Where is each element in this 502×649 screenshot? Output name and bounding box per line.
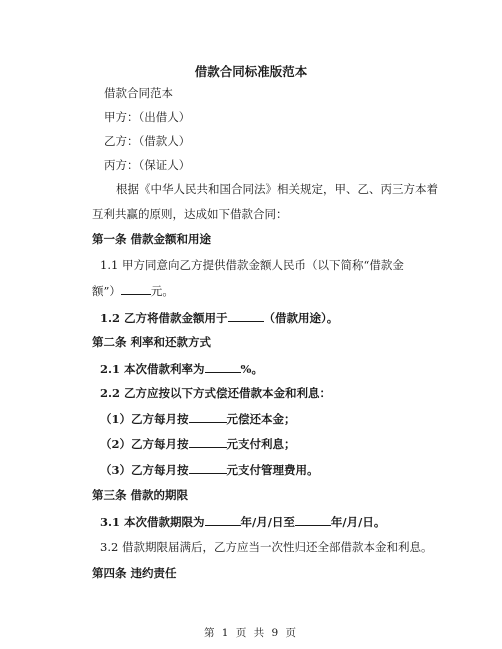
clause-1-2 — [100, 310, 442, 325]
option-1-prefix: （1）乙方每月按 — [100, 412, 189, 426]
option-3 — [100, 462, 442, 477]
option-1-suffix: 元偿还本金； — [226, 412, 296, 426]
clause-1-2-prefix: 1.2 乙方将借款金额用于 — [100, 311, 228, 325]
amount-blank — [121, 283, 151, 295]
clause-3-2: 3.2 借款期限届满后，乙方应当一次性归还全部借款本金和利息。 — [100, 540, 433, 554]
preamble-line-1: 根据《中华人民共和国合同法》相关规定，甲、乙、丙三方本着 — [116, 182, 438, 196]
clause-1-1-suffix: 元。 — [150, 284, 174, 298]
party-c: 丙方：（保证人） — [104, 158, 191, 172]
party-a: 甲方：（出借人） — [104, 110, 191, 124]
option-2-prefix: （2）乙方每月按 — [100, 437, 189, 451]
purpose-blank — [228, 310, 264, 322]
rate-blank — [205, 361, 241, 373]
clause-1-2-suffix: （借款用途）。 — [263, 311, 339, 325]
option-3-prefix: （3）乙方每月按 — [100, 463, 189, 477]
article-1-title: 第一条 借款金额和用途 — [92, 232, 212, 246]
interest-blank — [189, 436, 227, 448]
clause-1-1-line-2 — [92, 283, 442, 298]
option-3-suffix: 元支付管理费用。 — [226, 463, 319, 477]
subtitle: 借款合同范本 — [104, 86, 173, 100]
article-3-title: 第三条 借款的期限 — [92, 488, 189, 502]
option-1 — [100, 411, 442, 426]
start-date-blank — [205, 514, 241, 526]
clause-1-1-line-1: 1.1 甲方同意向乙方提供借款金额人民币（以下简称“借款金 — [100, 258, 404, 272]
clause-3-1-prefix: 3.1 本次借款期限为 — [100, 515, 205, 529]
document-title: 借款合同标准版范本 — [194, 64, 308, 79]
clause-3-1-suffix: 年/月/日。 — [330, 515, 386, 529]
article-2-title: 第二条 利率和还款方式 — [92, 335, 212, 349]
clause-2-1-prefix: 2.1 本次借款利率为 — [100, 362, 205, 376]
page-footer: 第 1 页 共 9 页 — [203, 627, 299, 639]
principal-blank — [189, 411, 227, 423]
article-4-title: 第四条 违约责任 — [92, 566, 177, 580]
clause-2-2: 2.2 乙方应按以下方式偿还借款本金和利息： — [100, 386, 332, 400]
party-b: 乙方：（借款人） — [104, 134, 191, 148]
preamble-line-2: 互利共赢的原则，达成如下借款合同： — [92, 207, 288, 221]
option-2-suffix: 元支付利息； — [226, 437, 296, 451]
option-2 — [100, 436, 442, 451]
clause-1-1-prefix: 额”） — [92, 284, 121, 298]
clause-2-1 — [100, 361, 442, 376]
clause-2-1-suffix: %。 — [240, 362, 263, 376]
clause-3-1 — [100, 514, 442, 529]
clause-3-1-middle: 年/月/日至 — [240, 515, 295, 529]
end-date-blank — [295, 514, 331, 526]
fee-blank — [189, 462, 227, 474]
